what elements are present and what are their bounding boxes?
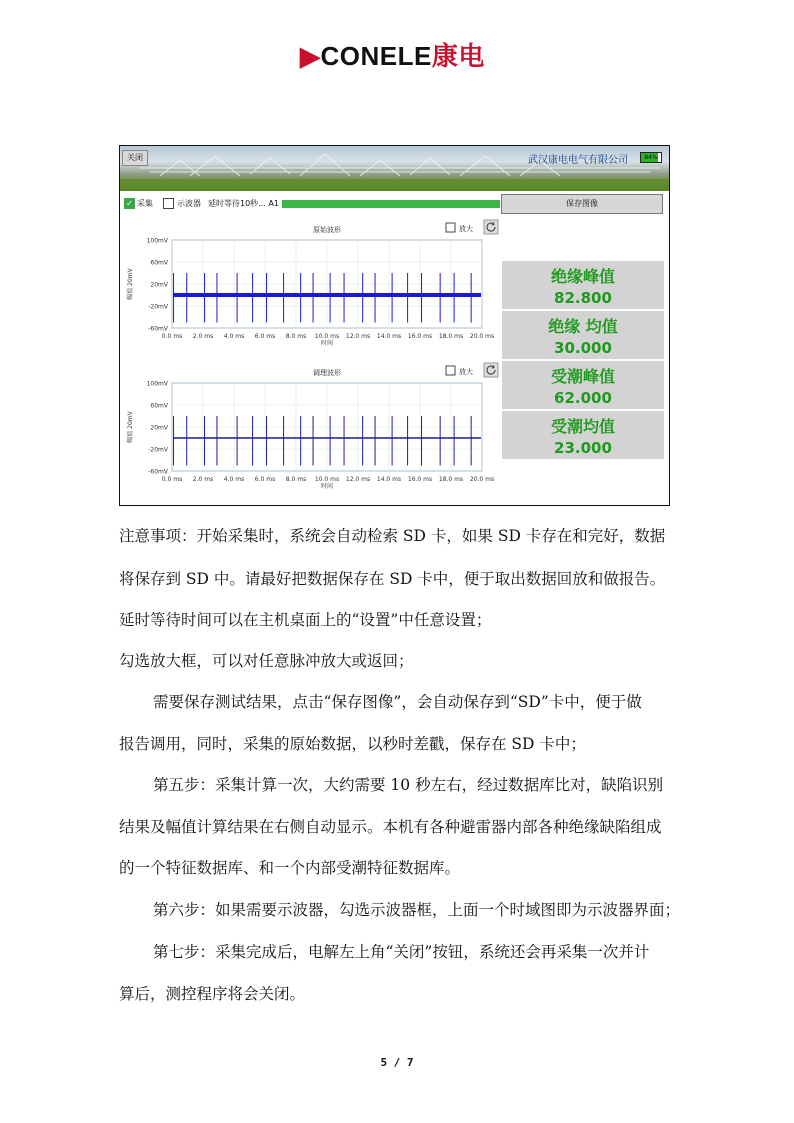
body-line: 注意事项：开始采集时，系统会自动检索 SD 卡，如果 SD 卡存在和完好，数据 (119, 527, 666, 545)
scope-label: 示波器 (177, 199, 201, 208)
result-panel-moisture-peak (502, 361, 664, 409)
result-panel-moisture-mean (502, 411, 664, 459)
x-tick-label: 12.0 ms (345, 333, 371, 340)
y-tick-label: 100mV (146, 237, 168, 245)
y-tick-label: 100mV (146, 380, 168, 388)
y-tick-label: 60mV (150, 259, 168, 267)
battery-label: 84% (644, 154, 658, 161)
x-tick-label: 6.0 ms (254, 476, 276, 483)
collect-checkbox[interactable]: ✓ (124, 198, 135, 209)
body-line: 报告调用，同时，采集的原始数据，以秒时差戳，保存在 SD 卡中； (119, 735, 586, 753)
result-title: 受潮均值 (550, 417, 615, 436)
x-tick-label: 14.0 ms (376, 476, 402, 483)
y-tick-label: -60mV (148, 468, 168, 476)
save-image-button[interactable]: 保存图像 (501, 194, 663, 214)
y-tick-label: -20mV (148, 446, 168, 454)
y-tick-label: -20mV (148, 303, 168, 311)
zoom-checkbox (446, 366, 455, 375)
x-tick-label: 8.0 ms (285, 333, 307, 340)
x-axis-label: 时间 (320, 340, 334, 347)
y-tick-label: 20mV (150, 424, 168, 432)
company-name: 武汉康电电气有限公司 (528, 155, 628, 166)
logo-wordmark: CONELE (320, 41, 432, 71)
result-value: 30.000 (554, 339, 612, 357)
y-tick-label: -60mV (148, 325, 168, 333)
body-line: 第五步：采集计算一次，大约需要 10 秒左右，经过数据库比对，缺陷识别 (153, 776, 664, 794)
result-panel-insulation-peak (502, 261, 664, 309)
x-tick-label: 8.0 ms (285, 476, 307, 483)
result-panel-insulation-mean (502, 311, 664, 359)
y-tick-label: 60mV (150, 402, 168, 410)
x-tick-label: 0.0 ms (161, 333, 183, 340)
x-tick-label: 2.0 ms (192, 333, 214, 340)
x-tick-label: 6.0 ms (254, 333, 276, 340)
x-tick-label: 12.0 ms (345, 476, 371, 483)
result-title: 绝缘 均值 (548, 317, 618, 336)
y-axis-label: 幅值 20mV (127, 268, 134, 300)
progress-bar (282, 200, 500, 208)
logo-mark-icon: ▶ (300, 41, 321, 71)
chart-title: 原始波形 (313, 226, 341, 234)
status-text: 延时等待10秒... A1 (208, 199, 279, 208)
zoom-label: 放大 (459, 368, 473, 376)
body-line: 第七步：采集完成后，电解左上角“关闭”按钮，系统还会再采集一次并计 (153, 943, 650, 961)
refresh-button (484, 220, 498, 234)
body-line: 的一个特征数据库、和一个内部受潮特征数据库。 (119, 859, 461, 877)
zoom-label: 放大 (459, 225, 473, 233)
chart-title: 调理波形 (313, 369, 341, 377)
x-tick-label: 4.0 ms (223, 476, 245, 483)
x-tick-label: 18.0 ms (438, 476, 464, 483)
result-value: 62.000 (554, 389, 612, 407)
x-axis-label: 时间 (320, 483, 334, 490)
x-tick-label: 4.0 ms (223, 333, 245, 340)
brand-logo (300, 36, 485, 73)
x-tick-label: 20.0 ms (469, 476, 495, 483)
x-tick-label: 16.0 ms (407, 476, 433, 483)
body-line: 延时等待时间可以在主机桌面上的“设置”中任意设置； (119, 611, 492, 629)
y-axis-label: 幅值 20mV (127, 411, 134, 443)
device-screenshot (119, 145, 670, 506)
body-line: 第六步：如果需要示波器，勾选示波器框，上面一个时域图即为示波器界面； (153, 901, 681, 919)
refresh-button (484, 363, 498, 377)
battery-indicator (640, 152, 662, 163)
progress-fill (282, 200, 500, 208)
collect-label: 采集 (137, 199, 153, 208)
raw-waveform-chart (120, 218, 500, 352)
body-line: 将保存到 SD 中。请最好把数据保存在 SD 卡中，便于取出数据回放和做报告。 (119, 570, 666, 588)
page-number: 5 / 7 (380, 1056, 414, 1069)
zoom-checkbox (446, 223, 455, 232)
body-line: 需要保存测试结果，点击“保存图像”，会自动保存到“SD”卡中，便于做 (153, 693, 642, 711)
result-title: 绝缘峰值 (550, 267, 615, 286)
x-tick-label: 14.0 ms (376, 333, 402, 340)
scope-checkbox[interactable] (163, 198, 174, 209)
result-value: 82.800 (554, 289, 612, 307)
body-line: 勾选放大框，可以对任意脉冲放大或返回； (119, 652, 414, 670)
result-title: 受潮峰值 (550, 367, 615, 386)
body-line: 算后，测控程序将会关闭。 (119, 985, 306, 1003)
conditioned-waveform-chart (120, 361, 500, 495)
y-tick-label: 20mV (150, 281, 168, 289)
conditioned-waveform-svg (120, 361, 500, 491)
body-line: 结果及幅值计算结果在右侧自动显示。本机有各种避雷器内部各种绝缘缺陷组成 (119, 818, 662, 836)
x-tick-label: 2.0 ms (192, 476, 214, 483)
banner-image (120, 146, 669, 191)
raw-waveform-svg (120, 218, 500, 348)
x-tick-label: 20.0 ms (469, 333, 495, 340)
x-tick-label: 10.0 ms (314, 333, 340, 340)
x-tick-label: 0.0 ms (161, 476, 183, 483)
x-tick-label: 16.0 ms (407, 333, 433, 340)
x-tick-label: 18.0 ms (438, 333, 464, 340)
result-value: 23.000 (554, 439, 612, 457)
close-button[interactable]: 关闭 (122, 150, 148, 166)
logo-chinese: 康电 (431, 42, 485, 72)
x-tick-label: 10.0 ms (314, 476, 340, 483)
